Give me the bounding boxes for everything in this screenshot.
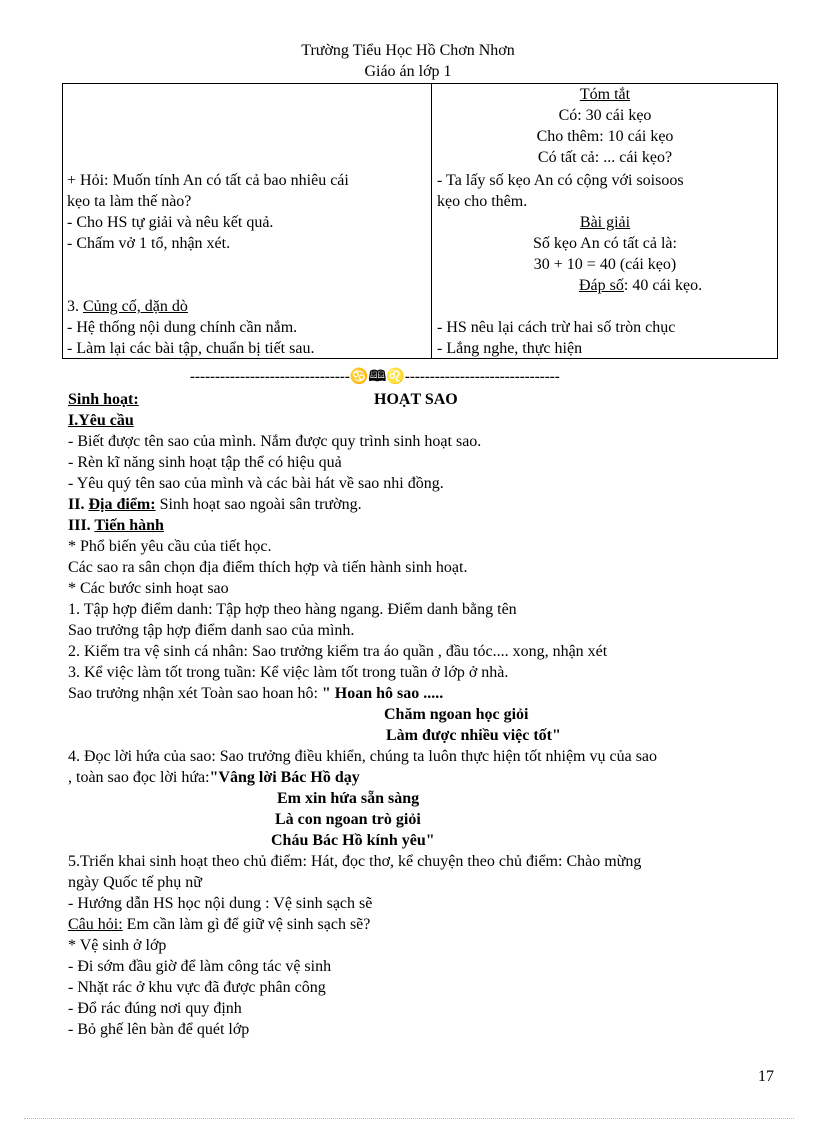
teacher-summary: - Hệ thống nội dung chính cần nắm. [67, 319, 298, 336]
promise-line: Cháu Bác Hồ kính yêu" [271, 832, 435, 849]
list-item: * Vệ sinh ở lớp [68, 937, 167, 954]
section-2-text: Sinh hoạt sao ngoài sân trường. [155, 496, 362, 513]
section-3-number: 3. [67, 298, 83, 315]
summary-line: Có: 30 cái kẹo [558, 107, 652, 124]
body-line: - Yêu quý tên sao của mình và các bài hát về sao nhi đồng. [68, 475, 444, 492]
section-3-title: Tiến hành [94, 517, 164, 534]
activity-title: HOẠT SAO [374, 391, 458, 408]
body-line: 4. Đọc lời hứa của sao: Sao trưởng điều khiển, chúng ta luôn thực hiện tốt nhiệm vụ của sao [68, 748, 658, 765]
promise-intro: , toàn sao đọc lời hứa: [68, 769, 210, 786]
promise-line: Em xin hứa sẵn sàng [277, 790, 420, 807]
section-3 [68, 515, 164, 536]
cheer-line: " Hoan hô sao ..... [321, 685, 444, 702]
list-item: - Đổ rác đúng nơi quy định [68, 1000, 242, 1017]
page-bottom-border [24, 1118, 794, 1119]
cheer-line: Làm được nhiều việc tốt" [386, 727, 561, 744]
summary-line: Có tất cả: ... cái kẹo? [537, 149, 673, 166]
summary-title: Tóm tắt [579, 86, 631, 103]
body-line [68, 683, 443, 704]
summary-line: Cho thêm: 10 cái kẹo [536, 128, 674, 145]
section-2-number: II. [68, 496, 89, 513]
body-line: Sao trưởng tập hợp điểm danh sao của mình. [68, 622, 355, 639]
solution-line: Số kẹo An có tất cả là: [533, 235, 677, 252]
section-2-title: Địa điểm: [88, 496, 156, 513]
section-1-title: I.Yêu cầu [68, 412, 134, 429]
section-separator [190, 367, 560, 387]
body-line [68, 767, 360, 788]
student-summary: - HS nêu lại cách trừ hai số tròn chục [437, 319, 676, 336]
teacher-instruction: - Cho HS tự giải và nêu kết quả. [67, 214, 274, 231]
body-line: * Phổ biến yêu cầu của tiết học. [68, 538, 272, 555]
body-line: - Rèn kĩ năng sinh hoạt tập thể có hiệu quả [68, 454, 342, 471]
question-label: Câu hỏi: [68, 916, 123, 933]
list-item: - Đi sớm đầu giờ để làm công tác vệ sinh [68, 958, 332, 975]
ornament-icon: ♋🕮♌ [349, 369, 405, 385]
cheer-line: Chăm ngoan học giỏi [384, 706, 529, 723]
body-line: 5.Triển khai sinh hoạt theo chủ điểm: Hát, đọc thơ, kể chuyện theo chủ điểm: Chào mừng [68, 853, 642, 870]
student-summary: - Lắng nghe, thực hiện [437, 340, 583, 357]
body-line: - Hướng dẫn HS học nội dung : Vệ sinh sạch sẽ [68, 895, 373, 912]
answer-label: Đáp số [579, 277, 624, 294]
activity-label: Sinh hoạt: [68, 391, 139, 408]
solution-line: 30 + 10 = 40 (cái kẹo) [533, 256, 677, 273]
answer-value: : 40 cái kẹo. [623, 277, 703, 294]
promise-line: "Vâng lời Bác Hồ dạy [209, 769, 360, 786]
separator-dashes-left: -------------------------------- [190, 369, 350, 385]
body-line: ngày Quốc tế phụ nữ [68, 874, 202, 891]
body-line: Các sao ra sân chọn địa điểm thích hợp và tiến hành sinh hoạt. [68, 559, 468, 576]
teacher-question: kẹo ta làm thế nào? [67, 193, 192, 210]
answer-line [579, 275, 702, 296]
school-name: Trường Tiểu Học Hồ Chơn Nhơn [301, 42, 515, 59]
section-2 [68, 494, 362, 515]
section-3-heading [67, 296, 188, 317]
page-number: 17 [758, 1068, 774, 1085]
student-answer: kẹo cho thêm. [437, 193, 528, 210]
lesson-table [62, 83, 778, 359]
body-line: 1. Tập hợp điểm danh: Tập hợp theo hàng ngang. Điểm danh bằng tên [68, 601, 517, 618]
list-item: - Nhặt rác ở khu vực đã được phân công [68, 979, 326, 996]
section-3-number: III. [68, 517, 95, 534]
teacher-instruction: - Chấm vở 1 tổ, nhận xét. [67, 235, 231, 252]
body-line: 3. Kể việc làm tốt trong tuần: Kể việc làm tốt trong tuần ở lớp ở nhà. [68, 664, 509, 681]
solution-title: Bài giải [579, 214, 631, 231]
question-text: Em cần làm gì để giữ vệ sinh sạch sẽ? [122, 916, 371, 933]
separator-dashes-right: ------------------------------- [404, 369, 560, 385]
list-item: - Bỏ ghế lên bàn để quét lớp [68, 1021, 250, 1038]
question-line [68, 914, 370, 935]
promise-line: Là con ngoan trò giỏi [275, 811, 421, 828]
teacher-summary: - Làm lại các bài tập, chuẩn bị tiết sau. [67, 340, 315, 357]
teacher-question: + Hỏi: Muốn tính An có tất cả bao nhiêu cái [67, 172, 349, 189]
cheer-intro: Sao trưởng nhận xét Toàn sao hoan hô: [68, 685, 322, 702]
body-line: - Biết được tên sao của mình. Nắm được quy trình sinh hoạt sao. [68, 433, 482, 450]
body-line: 2. Kiểm tra vệ sinh cá nhân: Sao trưởng kiểm tra áo quần , đầu tóc.... xong, nhận xét [68, 643, 608, 660]
student-answer: - Ta lấy số kẹo An có cộng với soisoos [437, 172, 684, 189]
lesson-subtitle: Giáo án lớp 1 [364, 63, 452, 80]
body-line: * Các bước sinh hoạt sao [68, 580, 229, 597]
section-3-title: Củng cố, dặn dò [83, 298, 188, 315]
